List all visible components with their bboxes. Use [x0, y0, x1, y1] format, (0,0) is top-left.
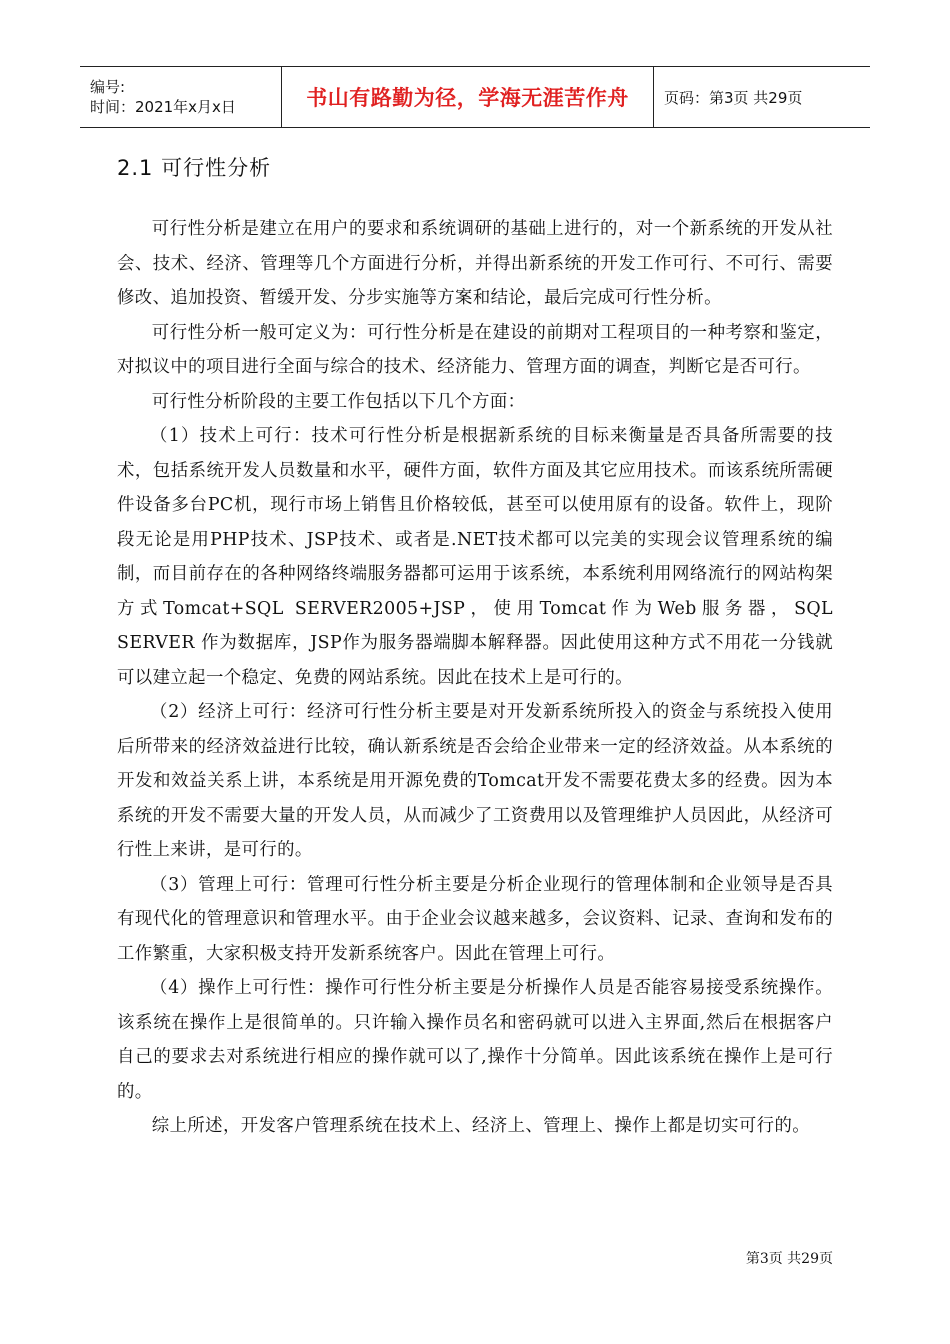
body-paragraph: 综上所述，开发客户管理系统在技术上、经济上、管理上、操作上都是切实可行的。 [151, 1116, 811, 1136]
header-motto-cell [282, 67, 654, 127]
body-paragraph: 可行性分析是建立在用户的要求和系统调研的基础上进行的，对一个新系统的开发从社会、技术、经济、管理等几个方面进行分析，并得出新系统的开发工作可行、不可行、需要修改、追加投资、暂缓开发、分步实施等方案和结论，最后完成可行性分析。 [117, 219, 833, 308]
body-paragraph: （4）操作上可行性：操作可行性分析主要是分析操作人员是否能容易接受系统操作。该系统在操作上是很简单的。只许输入操作员名和密码就可以进入主界面,然后在根据客户自己的要求去对系统进行相应的操作就可以了,操作十分简单。因此该系统在操作上是可行的。 [117, 978, 833, 1102]
body-paragraph: （2）经济上可行：经济可行性分析主要是对开发新系统所投入的资金与系统投入使用后所带来的经济效益进行比较，确认新系统是否会给企业带来一定的经济效益。从本系统的开发和效益关系上讲，本系统是用开源免费的Tomcat开发不需要花费太多的经费。因为本系统的开发不需要大量的开发人员，从而减少了工资费用以及管理维护人员因此，从经济可行性上来讲，是可行的。 [117, 702, 833, 860]
header-meta-cell [80, 67, 282, 127]
body-paragraph: 可行性分析阶段的主要工作包括以下几个方面： [151, 391, 526, 412]
header-page-number: 页码：第3页 共29页 [664, 88, 803, 107]
motto-text: 书山有路勤为径，学海无涯苦作舟 [306, 86, 629, 110]
body-paragraph: 可行性分析一般可定义为：可行性分析是在建设的前期对工程项目的一种考察和鉴定，对拟议中的项目进行全面与综合的技术、经济能力、管理方面的调查，判断它是否可行。 [117, 322, 833, 377]
document-number-label: 编号: [90, 78, 126, 96]
document-date: 时间：2021年x月x日 [90, 98, 236, 116]
body-paragraph: （3）管理上可行：管理可行性分析主要是分析企业现行的管理体制和企业领导是否具有现代化的管理意识和管理水平。由于企业会议越来越多，会议资料、记录、查询和发布的工作繁重，大家积极支持开发新系统客户。因此在管理上可行。 [117, 874, 833, 964]
header-page-cell [654, 67, 870, 127]
page-header [80, 66, 870, 128]
section-title: 2.1 可行性分析 [117, 156, 272, 180]
body-paragraph: （1）技术上可行：技术可行性分析是根据新系统的目标来衡量是否具备所需要的技术，包括系统开发人员数量和水平，硬件方面，软件方面及其它应用技术。而该系统所需硬件设备多台PC机，现行市场上销售且价格较低，甚至可以使用原有的设备。软件上，现阶段无论是用PHP技术、JSP技术、或者是.NET技术都可以完美的实现会议管理系统的编制，而目前存在的各种网络终端服务器都可运用于该系统，本系统利用网络流行的网站构架方式Tomcat+SQL SERVER2005+JSP，使用Tomcat作为Web服务器，SQL SERVER 作为数据库，JSP作为服务器端脚本解释器。因此使用这种方式不用花一分钱就可以建立起一个稳定、免费的网站系统。因此在技术上是可行的。 [117, 426, 833, 688]
page-footer: 第3页 共29页 [745, 1251, 833, 1267]
document-body [117, 212, 833, 1144]
